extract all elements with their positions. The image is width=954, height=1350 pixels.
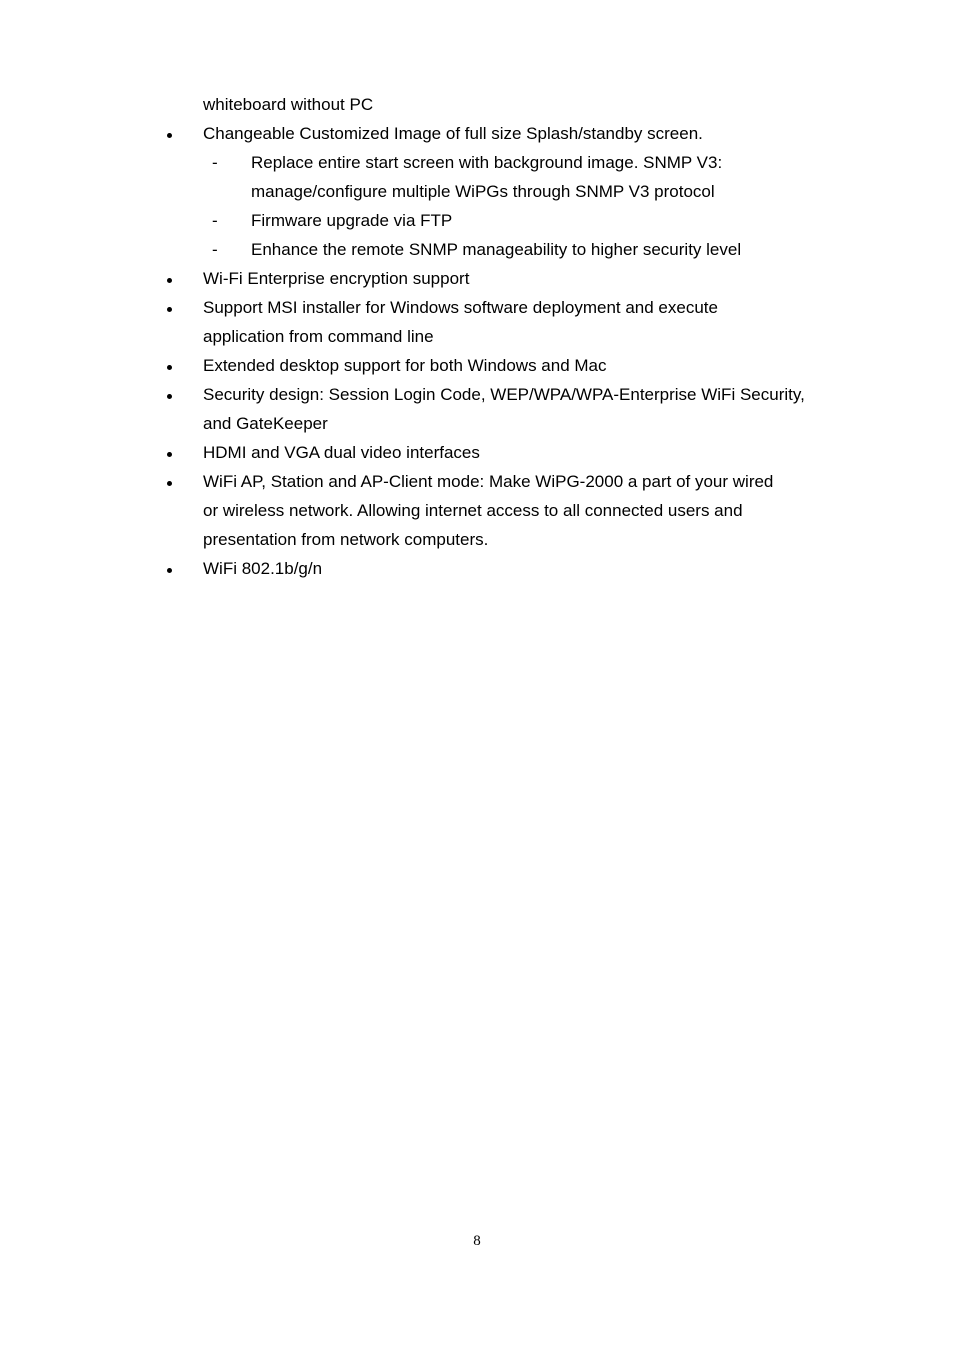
list-item [0,380,954,438]
list-item [0,438,954,467]
dash-marker: - [212,240,218,259]
list-item [0,293,954,351]
list-item [0,119,954,148]
list-item [0,264,954,293]
dash-marker: - [212,153,218,172]
list-item [0,351,954,380]
list-item-text: WiFi AP, Station and AP-Client mode: Make WiPG-2000 a part of your wired or wireless network. Allowing internet access to all connected users and presentation from network computers. [203,472,774,549]
list-item-text: Security design: Session Login Code, WEP/WPA/WPA-Enterprise WiFi Security, and GateKeeper [203,385,805,433]
list-item-text: Wi-Fi Enterprise encryption support [203,269,470,288]
list-item-text: Changeable Customized Image of full size Splash/standby screen. [203,124,703,143]
list-item-text: HDMI and VGA dual video interfaces [203,443,480,462]
list-item [0,467,954,554]
list-item [0,554,954,583]
sub-list-item [0,148,954,206]
sub-list-item-text: Enhance the remote SNMP manageability to higher security level [251,240,742,259]
list-item-text: Support MSI installer for Windows software deployment and execute application from command line [203,298,718,346]
page-number: 8 [473,1233,481,1249]
list-item-text: WiFi 802.1b/g/n [203,559,323,578]
sub-list-item [0,235,954,264]
list-item-text: Extended desktop support for both Windows and Mac [203,356,607,375]
feature-list [0,90,954,583]
sub-list-item [0,206,954,235]
dash-marker: - [212,211,218,230]
sub-list-item-text: Replace entire start screen with background image. SNMP V3: manage/configure multiple WiPGs through SNMP V3 protocol [251,153,723,201]
sub-list-item-text: Firmware upgrade via FTP [251,211,453,230]
continuation-line: whiteboard without PC [203,95,374,114]
